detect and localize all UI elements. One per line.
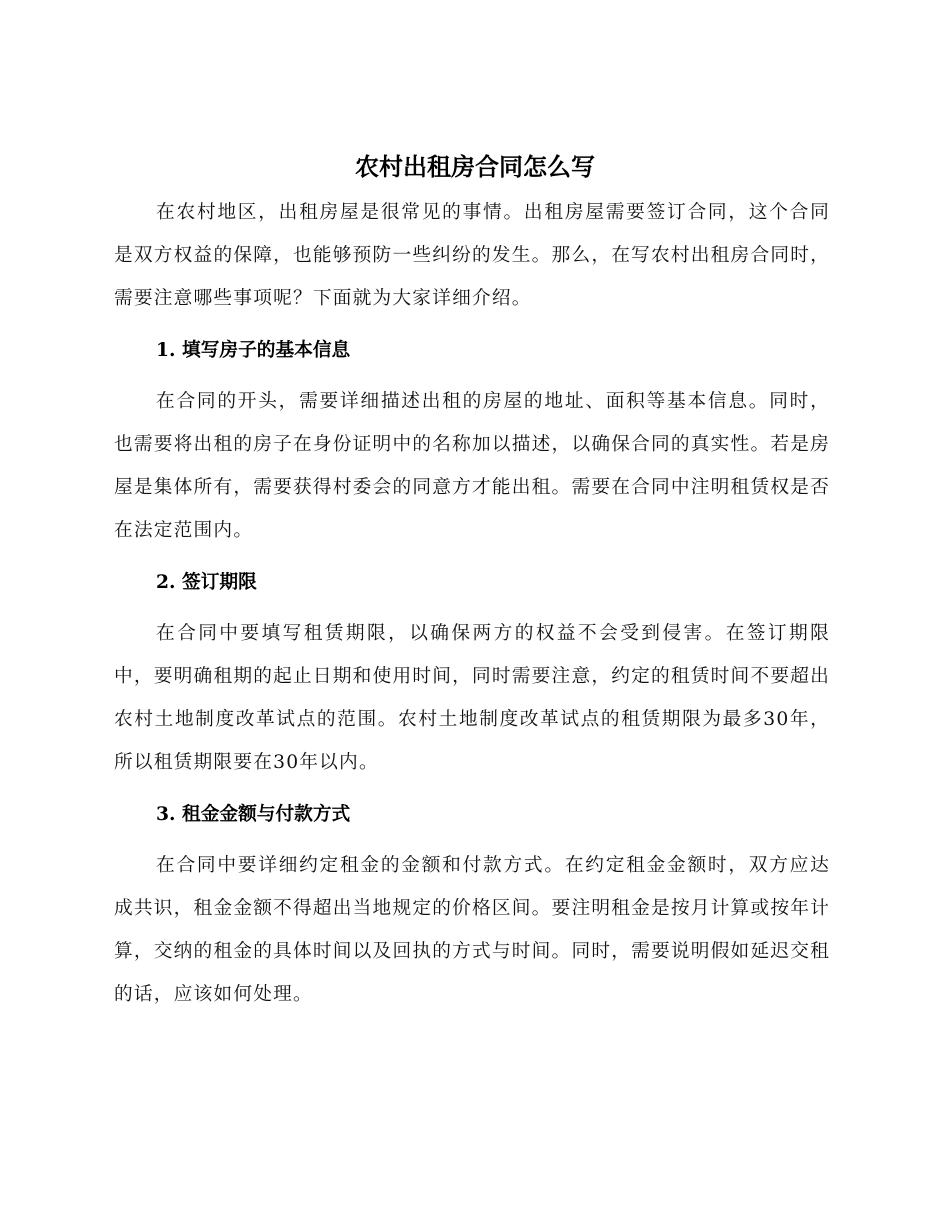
section-body-basic-info: 在合同的开头，需要详细描述出租的房屋的地址、面积等基本信息。同时，也需要将出租的房子在身份证明中的名称加以描述，以确保合同的真实性。若是房屋是集体所有，需要获得村委会的同意方才能出租。需要在合同中注明租赁权是否在法定范围内。 [114, 391, 830, 541]
section-heading-basic-info: 1. 填写房子的基本信息 [156, 339, 351, 361]
section-heading-rent-payment: 3. 租金金额与付款方式 [156, 803, 351, 825]
section-heading-lease-term: 2. 签订期限 [156, 571, 257, 593]
section-body-lease-term: 在合同中要填写租赁期限，以确保两方的权益不会受到侵害。在签订期限中，要明确租期的起止日期和使用时间，同时需要注意，约定的租赁时间不要超出农村土地制度改革试点的范围。农村土地制度改革试点的租赁期限为最多30年，所以租赁期限要在30年以内。 [114, 623, 830, 773]
section-body-rent-payment: 在合同中要详细约定租金的金额和付款方式。在约定租金金额时，双方应达成共识，租金金额不得超出当地规定的价格区间。要注明租金是按月计算或按年计算，交纳的租金的具体时间以及回执的方式与时间。同时，需要说明假如延迟交租的话，应该如何处理。 [114, 855, 830, 1005]
document-title: 农村出租房合同怎么写 [355, 153, 595, 181]
document-body [114, 191, 830, 1016]
intro-paragraph: 在农村地区，出租房屋是很常见的事情。出租房屋需要签订合同，这个合同是双方权益的保障，也能够预防一些纠纷的发生。那么，在写农村出租房合同时，需要注意哪些事项呢？下面就为大家详细介绍。 [114, 202, 830, 309]
